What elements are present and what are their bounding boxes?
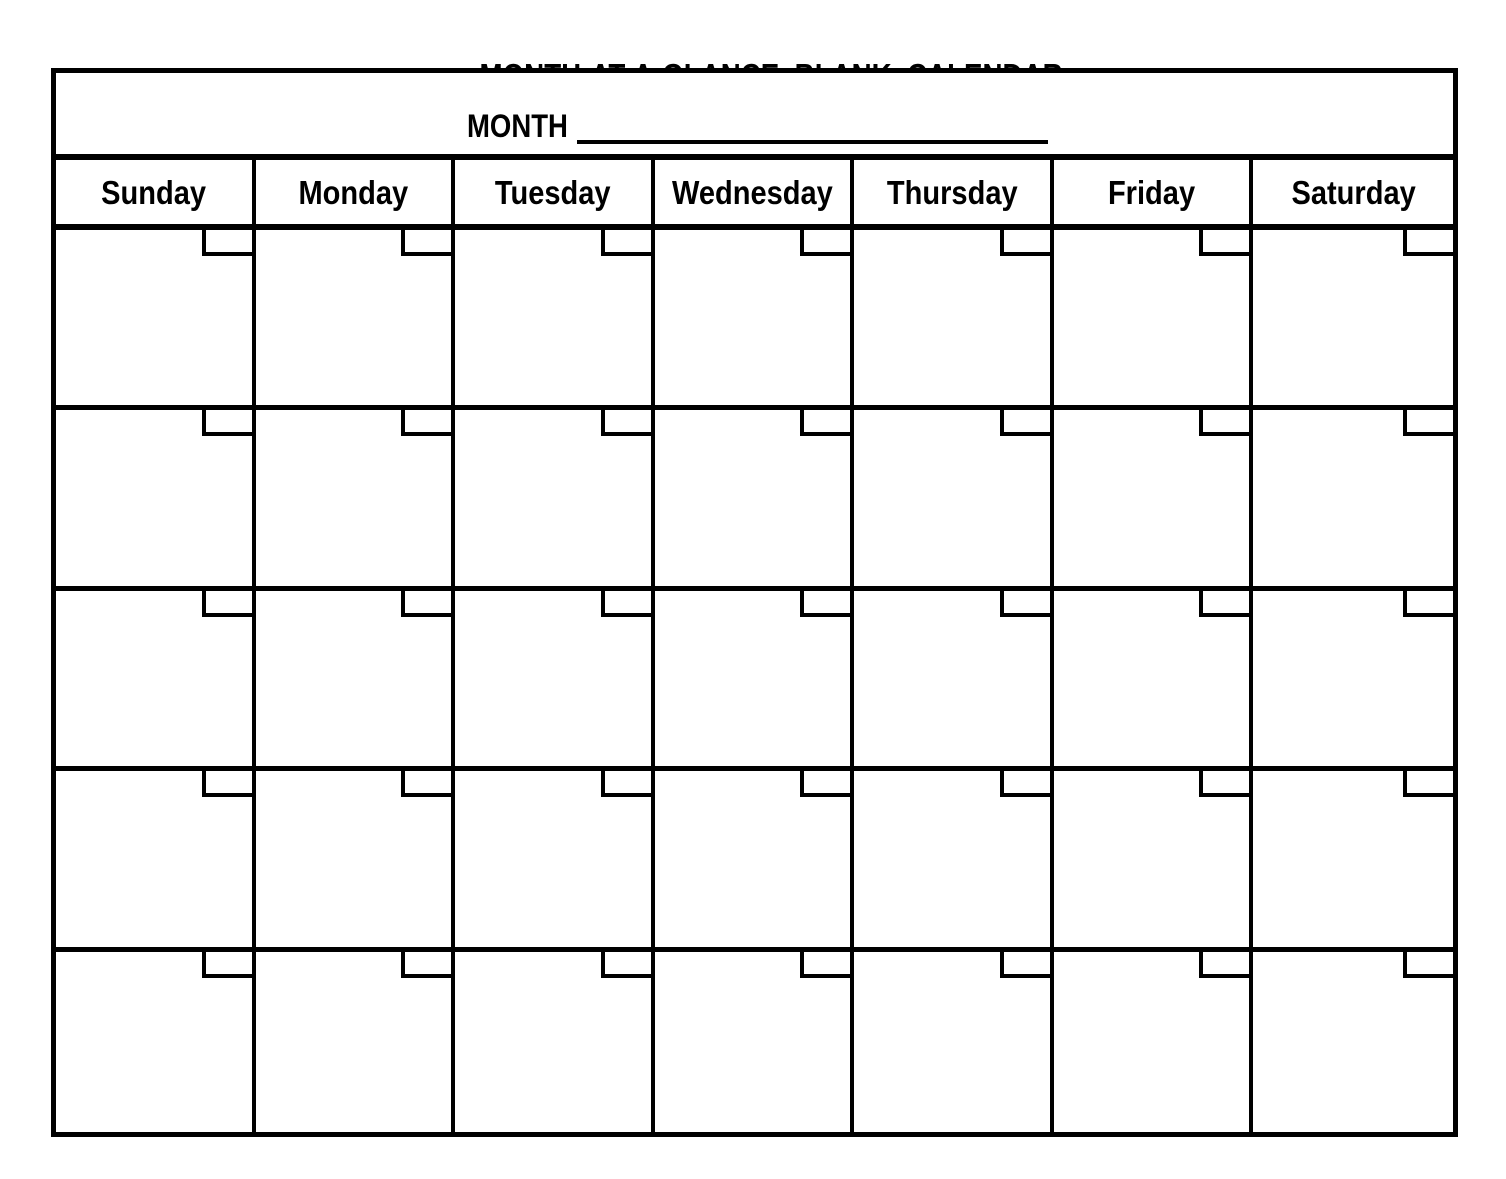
date-box[interactable]: [800, 771, 850, 797]
day-cell[interactable]: [256, 952, 456, 1132]
day-cell[interactable]: [455, 591, 655, 771]
day-header-cell-wednesday: [655, 160, 855, 224]
date-box[interactable]: [202, 230, 252, 256]
date-box[interactable]: [401, 591, 451, 617]
date-box[interactable]: [601, 952, 651, 978]
date-box[interactable]: [800, 591, 850, 617]
day-cell[interactable]: [455, 410, 655, 590]
date-box[interactable]: [1000, 410, 1050, 436]
day-cell[interactable]: [56, 591, 256, 771]
month-row: [56, 73, 1453, 160]
day-header-label: Sunday: [101, 173, 207, 211]
day-cell[interactable]: [1054, 591, 1254, 771]
date-box[interactable]: [601, 591, 651, 617]
day-cell[interactable]: [1054, 952, 1254, 1132]
date-box[interactable]: [1000, 952, 1050, 978]
date-box[interactable]: [202, 771, 252, 797]
date-box[interactable]: [401, 952, 451, 978]
month-label: MONTH: [467, 108, 568, 144]
day-header-label: Monday: [298, 173, 409, 211]
date-box[interactable]: [1403, 230, 1453, 256]
date-box[interactable]: [1403, 952, 1453, 978]
date-box[interactable]: [1000, 591, 1050, 617]
day-header-cell-tuesday: [455, 160, 655, 224]
day-header-label: Wednesday: [672, 173, 833, 211]
day-cell[interactable]: [655, 230, 855, 410]
day-header-row: [56, 160, 1453, 230]
day-cell[interactable]: [1054, 230, 1254, 410]
day-cell[interactable]: [455, 230, 655, 410]
day-cell[interactable]: [455, 771, 655, 951]
day-cell[interactable]: [256, 410, 456, 590]
day-cell[interactable]: [56, 771, 256, 951]
day-cell[interactable]: [854, 591, 1054, 771]
day-header-label: Friday: [1108, 173, 1196, 211]
day-cell[interactable]: [655, 952, 855, 1132]
calendar-grid: [56, 230, 1453, 1132]
day-cell[interactable]: [1253, 771, 1453, 951]
day-cell[interactable]: [854, 230, 1054, 410]
date-box[interactable]: [1403, 771, 1453, 797]
day-cell[interactable]: [1054, 771, 1254, 951]
day-cell[interactable]: [256, 230, 456, 410]
day-cell[interactable]: [256, 591, 456, 771]
date-box[interactable]: [1403, 591, 1453, 617]
date-box[interactable]: [1199, 410, 1249, 436]
day-cell[interactable]: [1253, 591, 1453, 771]
date-box[interactable]: [1000, 230, 1050, 256]
date-box[interactable]: [601, 410, 651, 436]
date-box[interactable]: [800, 952, 850, 978]
date-box[interactable]: [800, 230, 850, 256]
day-cell[interactable]: [854, 952, 1054, 1132]
day-cell[interactable]: [1253, 952, 1453, 1132]
day-cell[interactable]: [455, 952, 655, 1132]
day-cell[interactable]: [56, 952, 256, 1132]
day-header-cell-thursday: [854, 160, 1054, 224]
date-box[interactable]: [1199, 230, 1249, 256]
date-box[interactable]: [601, 230, 651, 256]
day-cell[interactable]: [256, 771, 456, 951]
date-box[interactable]: [202, 410, 252, 436]
day-header-label: Tuesday: [495, 173, 611, 211]
day-header-label: Saturday: [1291, 173, 1416, 211]
day-header-cell-sunday: [56, 160, 256, 224]
date-box[interactable]: [1000, 771, 1050, 797]
day-cell[interactable]: [1054, 410, 1254, 590]
day-header-label: Thursday: [886, 173, 1018, 211]
day-cell[interactable]: [1253, 410, 1453, 590]
day-cell[interactable]: [854, 410, 1054, 590]
date-box[interactable]: [401, 771, 451, 797]
calendar-table: [51, 68, 1458, 1137]
date-box[interactable]: [202, 591, 252, 617]
date-box[interactable]: [1199, 591, 1249, 617]
day-cell[interactable]: [1253, 230, 1453, 410]
day-header-cell-friday: [1054, 160, 1254, 224]
day-header-cell-monday: [256, 160, 456, 224]
month-input-line[interactable]: [577, 140, 1048, 144]
day-cell[interactable]: [56, 230, 256, 410]
date-box[interactable]: [401, 410, 451, 436]
day-cell[interactable]: [655, 410, 855, 590]
date-box[interactable]: [401, 230, 451, 256]
date-box[interactable]: [1199, 771, 1249, 797]
day-cell[interactable]: [655, 591, 855, 771]
date-box[interactable]: [800, 410, 850, 436]
date-box[interactable]: [1199, 952, 1249, 978]
date-box[interactable]: [1403, 410, 1453, 436]
day-header-cell-saturday: [1253, 160, 1453, 224]
date-box[interactable]: [601, 771, 651, 797]
day-cell[interactable]: [854, 771, 1054, 951]
day-cell[interactable]: [56, 410, 256, 590]
date-box[interactable]: [202, 952, 252, 978]
day-cell[interactable]: [655, 771, 855, 951]
